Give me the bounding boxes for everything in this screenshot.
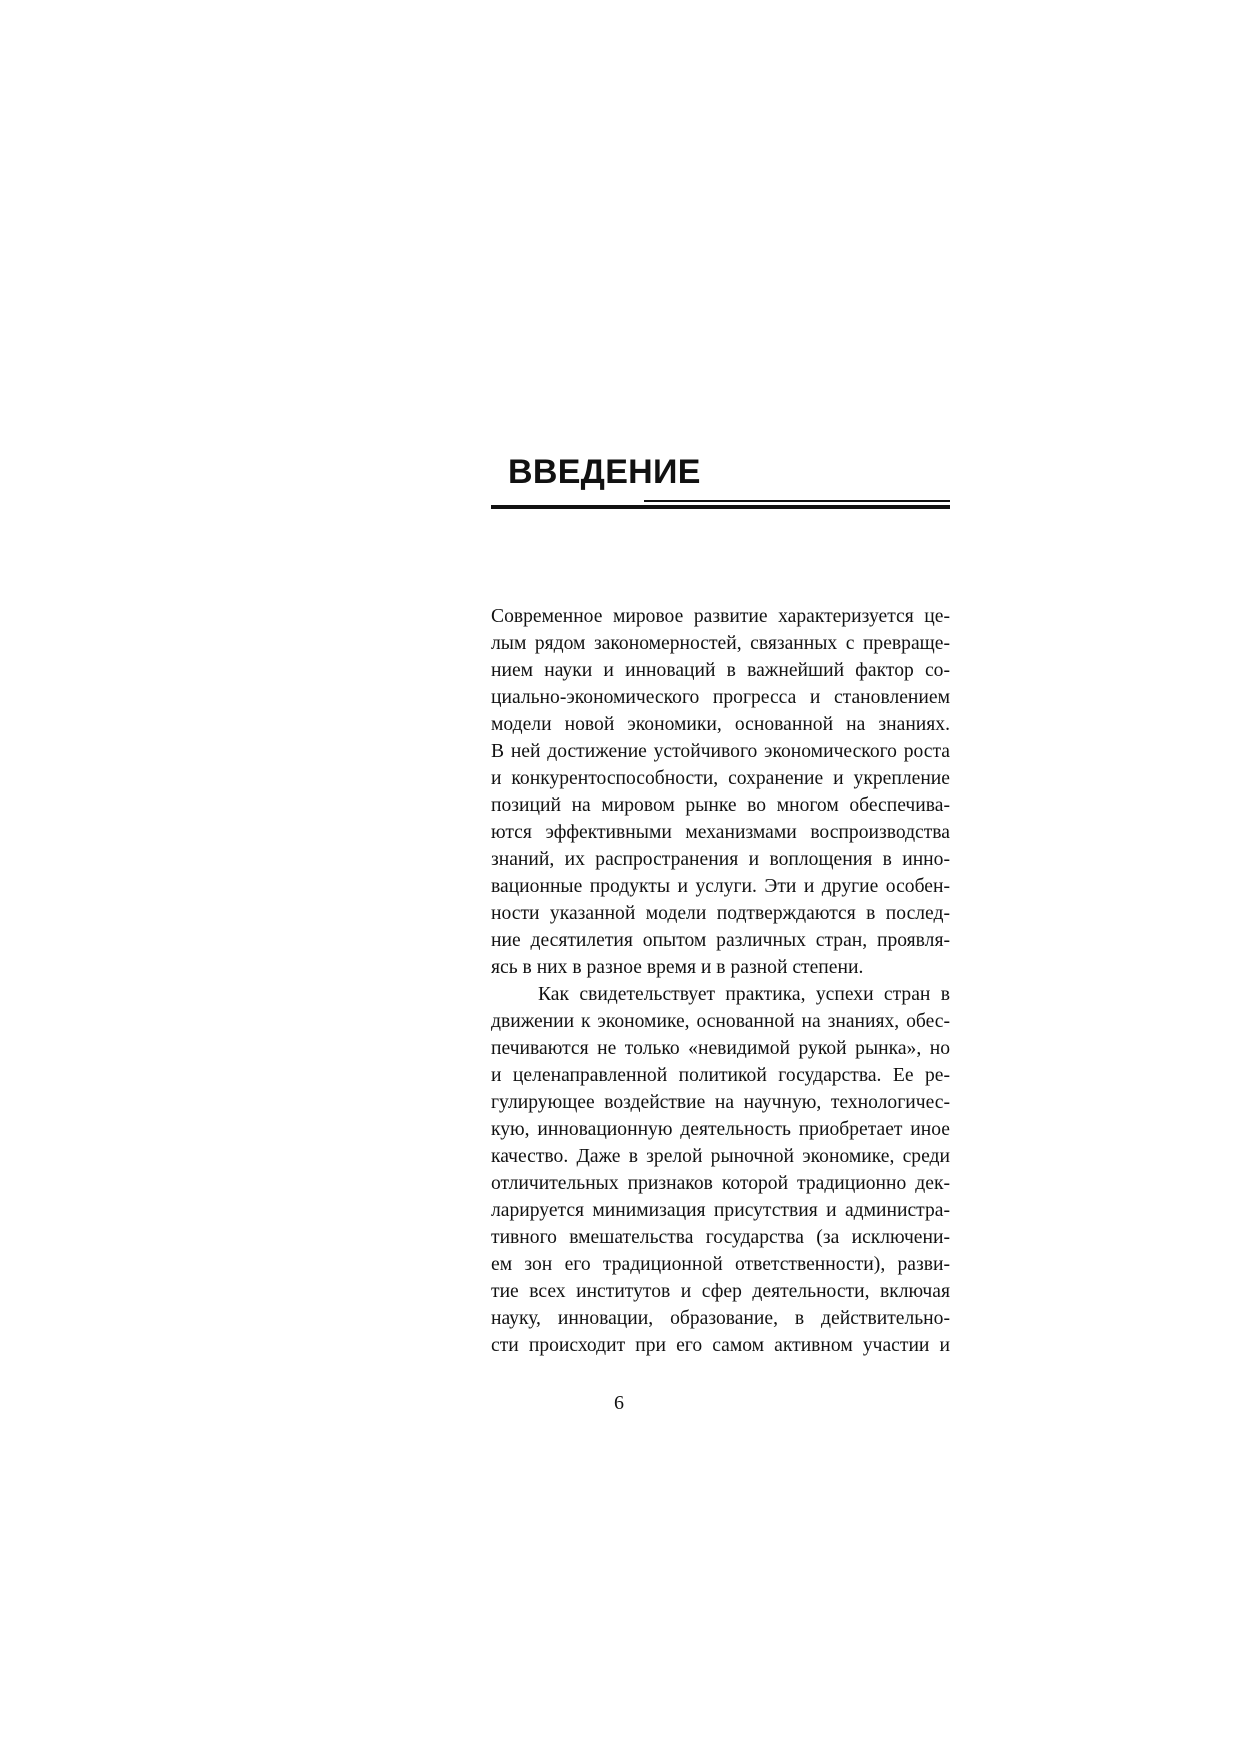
- text-line: и целенаправленной политикой государства. Ее ре-: [491, 1065, 950, 1086]
- text-line: циально-экономического прогресса и становлением: [491, 687, 950, 708]
- chapter-title: ВВЕДЕНИЕ: [508, 453, 701, 491]
- text-line: и конкурентоспособности, сохранение и укрепление: [491, 768, 950, 789]
- text-line: кую, инновационную деятельность приобретает иное: [491, 1119, 950, 1140]
- text-line: лым рядом закономерностей, связанных с превраще-: [491, 633, 950, 654]
- text-line: качество. Даже в зрелой рыночной экономике, среди: [491, 1146, 950, 1167]
- text-line: позиций на мировом рынке во многом обеспечива-: [491, 795, 950, 816]
- body-text: [491, 603, 950, 1359]
- text-line: науку, инновации, образование, в действительно-: [491, 1308, 950, 1329]
- title-rule-thin: [644, 500, 950, 502]
- text-line: вационные продукты и услуги. Эти и другие особен-: [491, 876, 950, 897]
- page-number: 6: [614, 1392, 624, 1414]
- text-line: ясь в них в разное время и в разной степени.: [491, 957, 864, 978]
- text-line: печиваются не только «невидимой рукой рынка», но: [491, 1038, 950, 1059]
- paragraph-1: [491, 603, 950, 981]
- text-line: Современное мировое развитие характеризуется це-: [491, 606, 950, 627]
- text-line: отличительных признаков которой традиционно дек-: [491, 1173, 950, 1194]
- title-rule-thick: [491, 505, 950, 509]
- text-line: ние десятилетия опытом различных стран, проявля-: [491, 930, 950, 951]
- text-line: нием науки и инноваций в важнейший фактор со-: [491, 660, 950, 681]
- text-line: ларируется минимизация присутствия и администра-: [491, 1200, 950, 1221]
- text-line: знаний, их распространения и воплощения в инно-: [491, 849, 950, 870]
- text-line: тивного вмешательства государства (за исключени-: [491, 1227, 950, 1248]
- text-line: тие всех институтов и сфер деятельности, включая: [491, 1281, 950, 1302]
- text-line: Как свидетельствует практика, успехи стран в: [538, 984, 950, 1005]
- text-line: В ней достижение устойчивого экономического роста: [491, 741, 950, 762]
- text-line: движении к экономике, основанной на знаниях, обес-: [491, 1011, 950, 1032]
- text-line: гулирующее воздействие на научную, технологичес-: [491, 1092, 950, 1113]
- text-line: сти происходит при его самом активном участии и: [491, 1335, 950, 1356]
- text-line: ности указанной модели подтверждаются в послед-: [491, 903, 950, 924]
- text-line: ем зон его традиционной ответственности), разви-: [491, 1254, 950, 1275]
- paragraph-2: [491, 981, 950, 1359]
- text-line: модели новой экономики, основанной на знаниях.: [491, 714, 950, 735]
- text-line: ются эффективными механизмами воспроизводства: [491, 822, 950, 843]
